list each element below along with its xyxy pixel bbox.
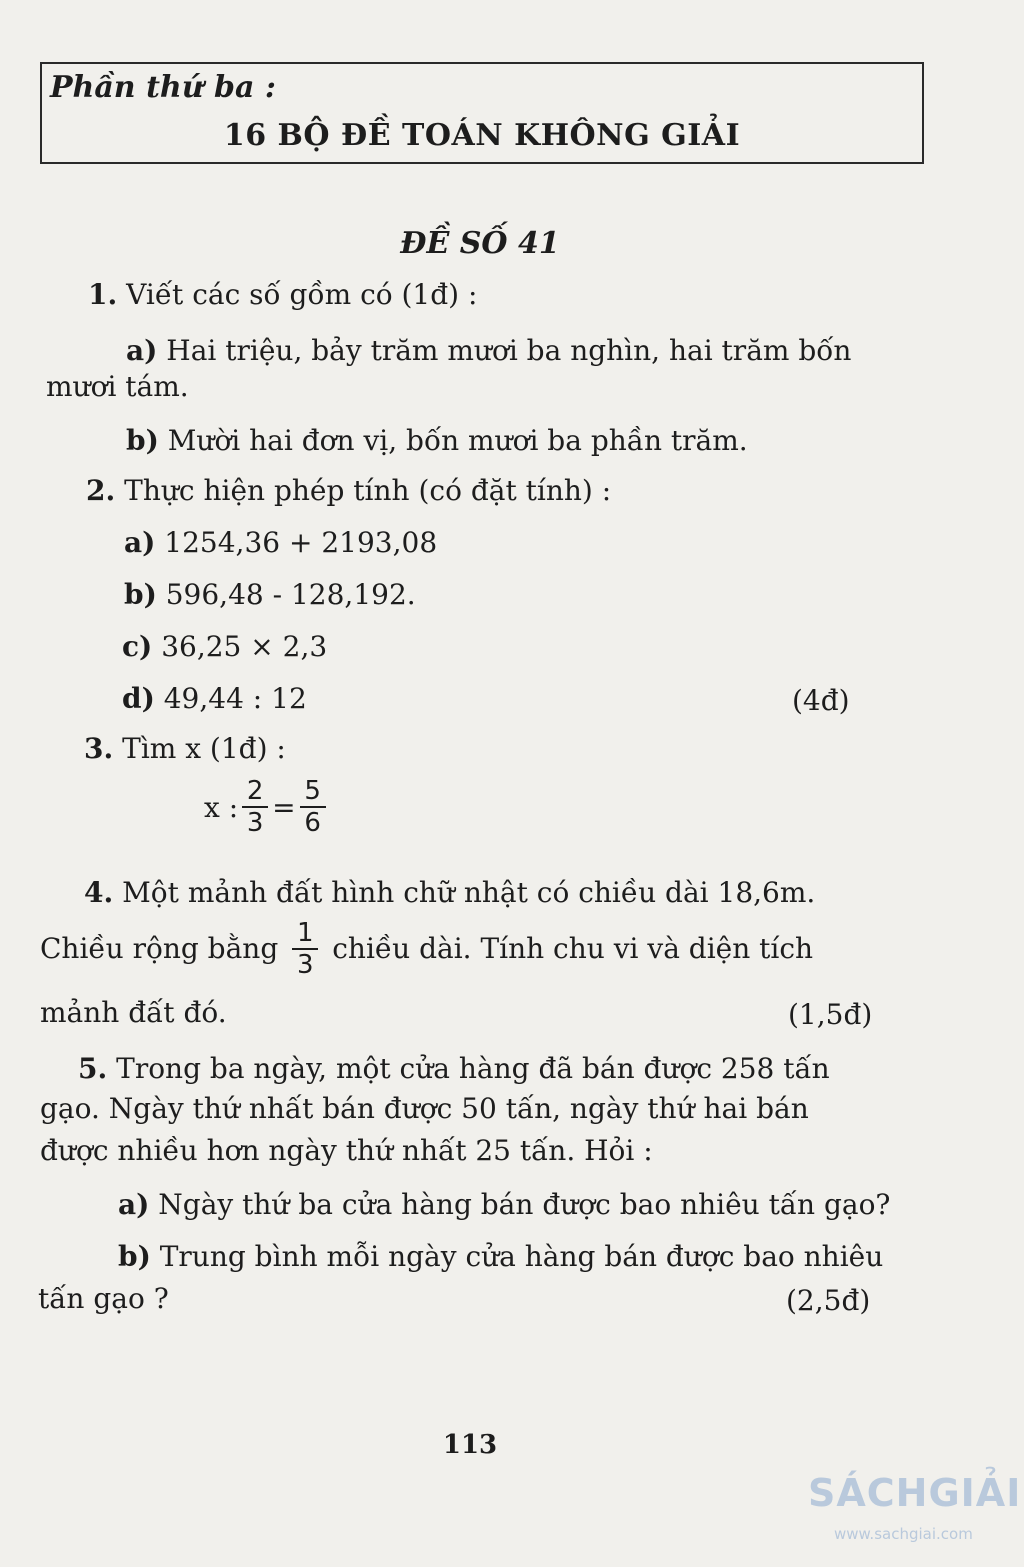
question-number: 2. (86, 474, 116, 507)
question-4-line1 (84, 876, 815, 910)
sub-text: Hai triệu, bảy trăm mươi ba nghìn, hai trăm bốn (166, 334, 852, 367)
question-number: 5. (78, 1052, 108, 1085)
question-2a (124, 526, 437, 560)
question-5b-line1 (118, 1240, 883, 1274)
fraction-numerator: 2 (246, 776, 264, 806)
sub-text: 49,44 : 12 (163, 682, 307, 715)
section-label: Phần thứ ba : (50, 70, 276, 105)
question-3 (84, 732, 286, 766)
question-2 (86, 474, 611, 508)
page-number: 113 (442, 1430, 498, 1460)
question-2d (122, 682, 307, 716)
question-3-equation (204, 776, 330, 838)
question-text: chiều dài. Tính chu vi và diện tích (332, 932, 814, 965)
sub-label: a) (124, 526, 156, 559)
equation-x: x : (204, 790, 239, 824)
question-1a-line1 (126, 334, 914, 368)
sub-text: Ngày thứ ba cửa hàng bán được bao nhiêu tấn gạo? (158, 1188, 891, 1221)
fraction-one-third (292, 918, 318, 980)
sub-text: Trung bình mỗi ngày cửa hàng bán được bao nhiêu (159, 1240, 884, 1273)
question-text: Tìm x (1đ) : (122, 732, 286, 765)
watermark-brand: SÁCHGIẢI (808, 1471, 1022, 1515)
fraction-two-thirds (242, 776, 268, 838)
sub-label: b) (124, 578, 157, 611)
question-5b-line2: tấn gạo ? (38, 1282, 169, 1315)
fraction-denominator: 3 (246, 808, 264, 838)
question-text: Một mảnh đất hình chữ nhật có chiều dài 18,6m. (122, 876, 816, 909)
sub-label: d) (122, 682, 155, 715)
fraction-numerator: 1 (296, 918, 314, 948)
sub-text: 1254,36 + 2193,08 (164, 526, 438, 559)
question-5a (118, 1188, 890, 1222)
question-4-line2 (40, 918, 813, 980)
question-5-line1 (78, 1052, 830, 1086)
fraction-numerator: 5 (304, 776, 321, 806)
question-4-score: (1,5đ) (788, 998, 873, 1031)
question-text: Thực hiện phép tính (có đặt tính) : (124, 474, 612, 507)
question-text: Chiều rộng bằng (40, 932, 279, 965)
sub-label: b) (118, 1240, 151, 1273)
equals-sign: = (272, 790, 296, 824)
question-number: 1. (88, 278, 118, 311)
sub-label: c) (122, 630, 153, 663)
section-header-box (40, 62, 924, 164)
sub-text: Mười hai đơn vị, bốn mươi ba phần trăm. (167, 424, 748, 457)
sub-label: b) (126, 424, 159, 457)
question-2-score: (4đ) (792, 684, 850, 717)
section-title: 16 BỘ ĐỀ TOÁN KHÔNG GIẢI (223, 118, 741, 153)
question-5-line3: được nhiều hơn ngày thứ nhất 25 tấn. Hỏi : (40, 1134, 653, 1167)
fraction-denominator: 6 (304, 808, 321, 838)
question-1a-line2: mươi tám. (46, 370, 189, 403)
question-5-score: (2,5đ) (786, 1284, 871, 1317)
watermark-logo (808, 1465, 1022, 1555)
sub-label: a) (118, 1188, 150, 1221)
fraction-five-sixths (300, 776, 326, 838)
question-1b (126, 424, 748, 458)
sub-text: 36,25 × 2,3 (161, 630, 328, 663)
question-number: 3. (84, 732, 114, 765)
question-1 (88, 278, 477, 312)
watermark-url: www.sachgiai.com (834, 1525, 973, 1543)
question-text: Viết các số gồm có (1đ) : (126, 278, 478, 311)
exam-title: ĐỀ SỐ 41 (400, 226, 560, 261)
sub-label: a) (126, 334, 158, 367)
question-5-line2: gạo. Ngày thứ nhất bán được 50 tấn, ngày thứ hai bán (40, 1092, 809, 1125)
sub-text: 596,48 - 128,192. (165, 578, 416, 611)
question-2b (124, 578, 416, 612)
question-number: 4. (84, 876, 114, 909)
question-2c (122, 630, 327, 664)
question-text: Trong ba ngày, một cửa hàng đã bán được 258 tấn (116, 1052, 830, 1085)
fraction-denominator: 3 (296, 950, 314, 980)
question-4-line3: mảnh đất đó. (40, 996, 227, 1029)
